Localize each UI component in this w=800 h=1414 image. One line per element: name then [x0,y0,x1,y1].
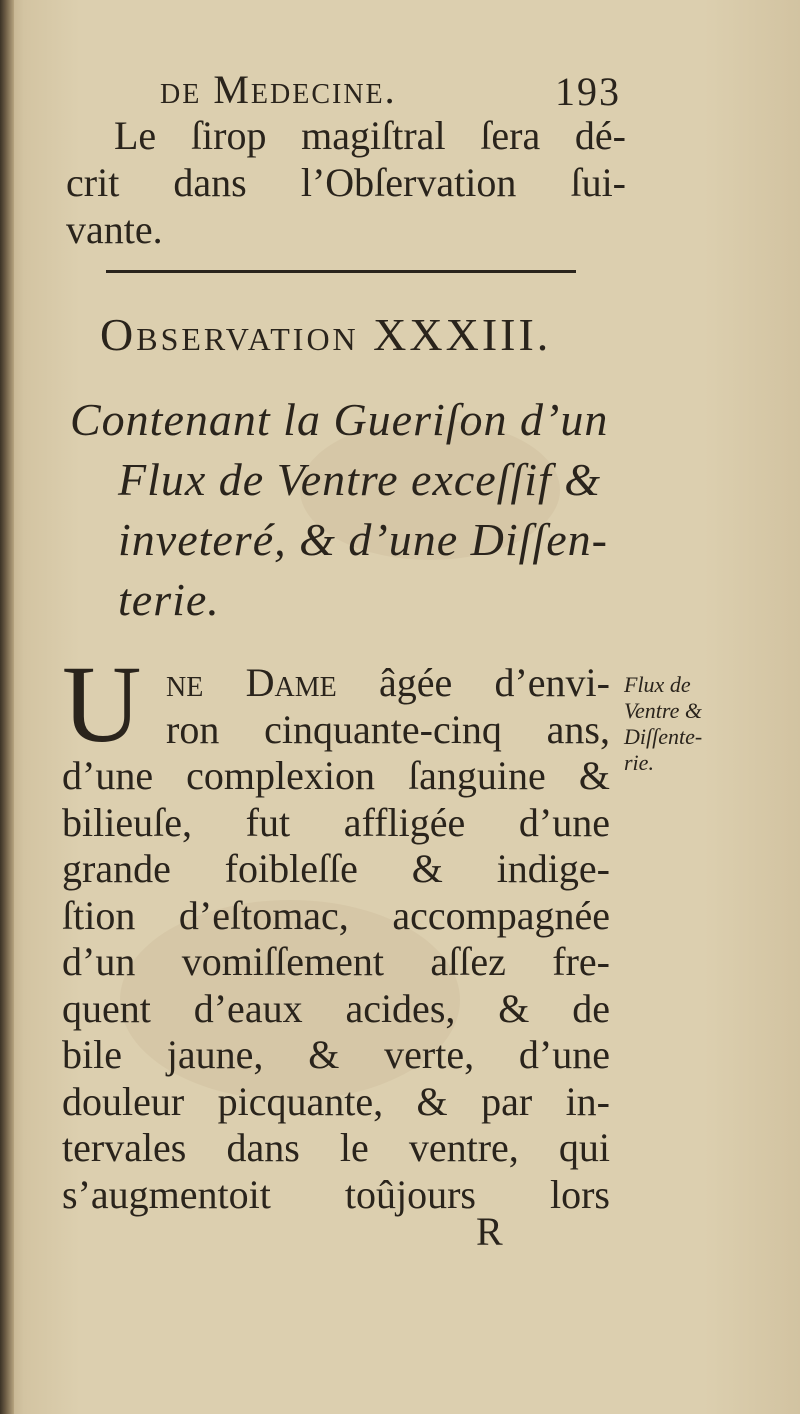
lead-words: ne Dame [166,660,337,705]
margin-note-line: Ventre & [624,698,702,723]
margin-note-line: Flux de [624,672,691,697]
observation-summary [70,390,630,630]
page-number: 193 [555,69,621,114]
body-line: d’un vomiſſement aſſez fre- [62,939,610,984]
body-line: ron cinquante-cinq ans, [166,706,610,752]
observation-heading: Observation XXXIII. [100,309,552,360]
body-line: grande foibleſſe & indige- [62,846,610,891]
body-line: s’augmentoit toûjours lors [62,1171,610,1217]
summary-line: Flux de Ventre exceſſif & [118,454,602,505]
body-line: quent d’eaux acides, & de [62,985,610,1031]
summary-line: Contenant la Gueriſon d’un [70,394,609,445]
body-line: ſtion d’eſtomac, accompagnée [62,892,610,938]
drop-cap: U [62,643,142,765]
body-line: douleur picquante, & par in- [62,1078,610,1124]
section-divider [106,270,576,273]
running-head [160,66,630,116]
summary-line: terie. [118,574,220,625]
body-line: bile jaune, & verte, d’une [62,1032,610,1077]
body-line [62,660,610,707]
intro-line: crit dans l’Obſervation ſui- [66,160,626,205]
running-head-title: de Medecine. [160,67,397,112]
intro-line: Le ſirop magiſtral ſera dé- [114,113,626,158]
margin-note-line: rie. [624,750,654,775]
intro-paragraph [66,112,626,253]
body-line-text: âgée d’envi- [336,660,610,705]
body-line: tervales dans le ventre, qui [62,1125,610,1170]
margin-note [624,672,754,776]
body-line: d’une complexion ſanguine & [62,753,610,798]
intro-line: vante. [66,207,163,252]
signature-mark: R [476,1209,503,1254]
body-paragraph [62,660,610,1218]
margin-note-line: Diſſente- [624,724,703,749]
summary-line: inveteré, & d’une Diſſen- [118,514,608,565]
binding-gutter [0,0,14,1414]
body-line: bilieuſe, fut affligée d’une [62,799,610,845]
